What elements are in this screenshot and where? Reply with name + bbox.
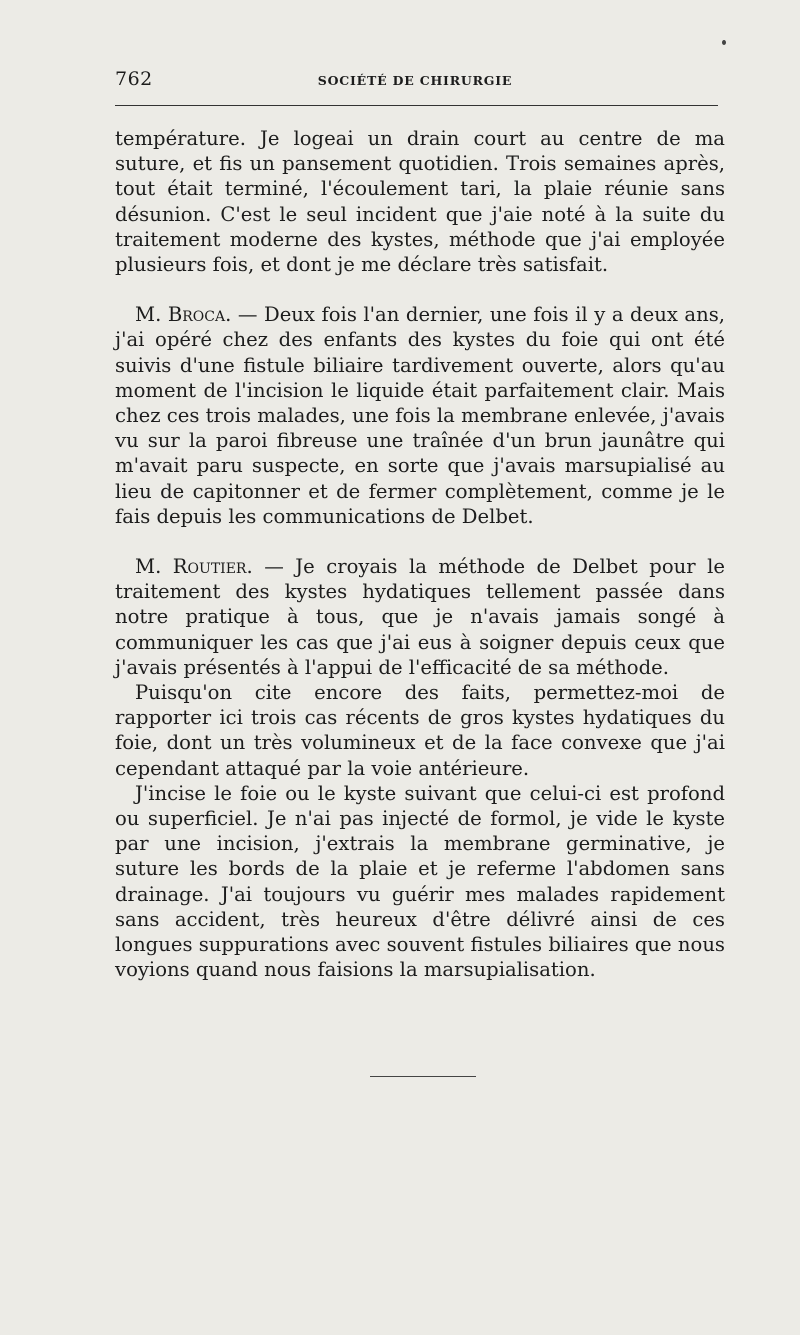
paragraph-routier: [115, 554, 725, 680]
paragraph-text: — Deux fois l'an dernier, une fois il y a deux ans, j'ai opéré chez des enfants des kystes du foie qui ont été suivis d'une fistule biliaire tardivement ouverte, alors qu'au moment de l'incision le liquide était parfaitement clair. Mais chez ces trois malades, une fois la membrane enlevée, j'avais vu sur la paroi fibreuse une traînée d'un brun jaunâtre qui m'avait paru suspecte, en sorte que j'avais marsupialisé au lieu de capitonner et de fermer complètement, comme je le fais depuis les communications de Delbet.: [115, 303, 725, 528]
page-header: [115, 68, 715, 96]
paragraph-continuation: [115, 126, 725, 277]
header-rule: [115, 105, 718, 106]
ink-speck: [722, 40, 726, 45]
body-text: [115, 126, 725, 983]
paragraph-cases: [115, 680, 725, 781]
paragraph-technique: [115, 781, 725, 983]
section-end-rule: [370, 1076, 476, 1077]
running-head: SOCIÉTÉ DE CHIRURGIE: [317, 73, 513, 88]
paragraph-text: température. Je logeai un drain court au centre de ma suture, et fis un pansement quotidien. Trois semaines après, tout était terminé, l'écoulement tari, la plaie réunie sans désunion. C'est le seul incident que j'aie noté à la suite du traitement moderne des kystes, méthode que j'ai employée plusieurs fois, et dont je me déclare très satisfait.: [115, 127, 725, 277]
speaker-name: M. Broca.: [135, 303, 232, 327]
paragraph-text: Puisqu'on cite encore des faits, permettez-moi de rapporter ici trois cas récents de gros kystes hydatiques du foie, dont un très volumineux et de la face convexe que j'ai cependant attaqué par la voie antérieure.: [115, 681, 725, 780]
paragraph-text: J'incise le foie ou le kyste suivant que celui-ci est profond ou superficiel. Je n'ai pas injecté de formol, je vide le kyste par une incision, j'extrais la membrane germinative, je suture les bords de la plaie et je referme l'abdomen sans drainage. J'ai toujours vu guérir mes malades rapidement sans accident, très heureux d'être délivré ainsi de ces longues suppurations avec souvent fistules biliaires que nous voyions quand nous faisions la marsupialisation.: [115, 781, 725, 982]
paragraph-text: — Je croyais la méthode de Delbet pour le traitement des kystes hydatiques tellement passée dans notre pratique à tous, que je n'avais jamais songé à communiquer les cas que j'ai eus à soigner depuis ceux que j'avais présentés à l'appui de l'efficacité de sa méthode.: [115, 555, 725, 679]
page-number: 762: [115, 68, 153, 90]
speaker-name: M. Routier.: [135, 555, 253, 579]
paragraph-broca: [115, 302, 725, 529]
